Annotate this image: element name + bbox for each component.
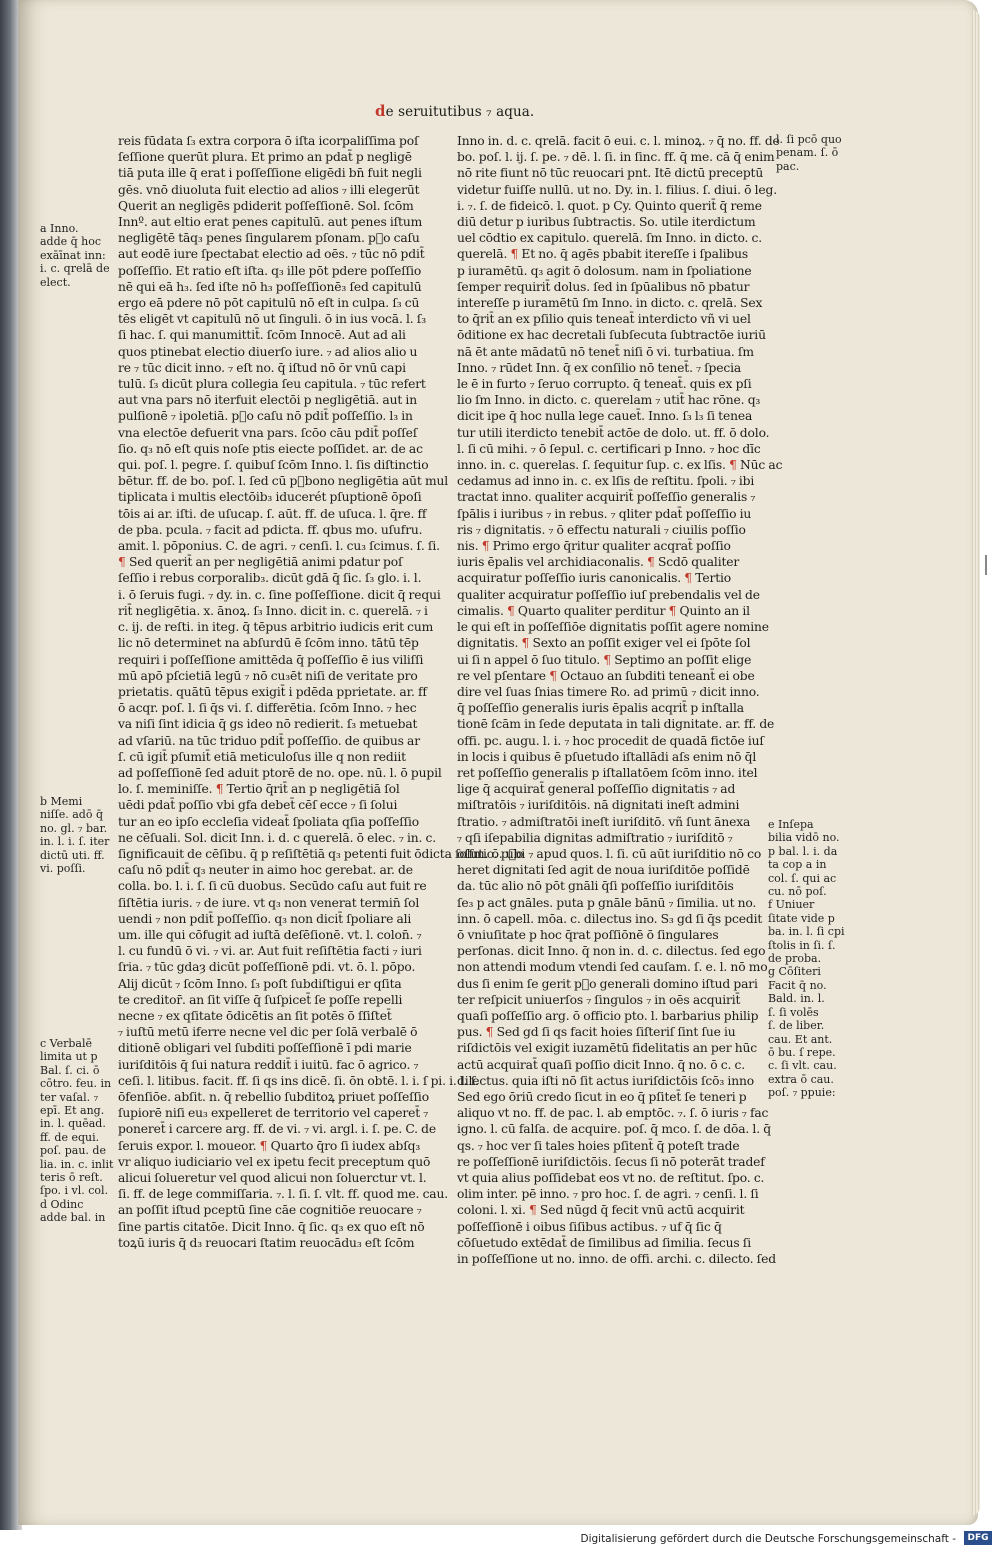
- text-line: reis fūdata ſ₃ extra corpora ō iſta icorpaliſſima poſ: [118, 134, 419, 148]
- gloss-line: poſ. ₇ ppuie:: [768, 1086, 836, 1100]
- text-line: ſi. ff. de lege commiſſaria. ₇. l. ſi. ſ. vlt. ff. quod me. cau.: [118, 1187, 449, 1202]
- text-line: i. ō ſeruis fugi. ₇ dy. in. c. ſine poſſeſſione. dicit q̄ requi: [118, 587, 441, 602]
- text-line: non attendi modum vtendi ſed cauſam. ſ. e. l. nō mo: [457, 960, 768, 975]
- gloss-line: g Cōſiteri: [768, 965, 821, 979]
- rubric-pilcrow: ¶: [506, 603, 515, 618]
- text-line: bētur. ff. de bo. poſ. l. ſed cū pᷓbono negligētia aūt mul: [118, 474, 449, 489]
- text-line: quaſi poſſeſſio arg. ō officio pto. l. barbarius philip: [457, 1008, 759, 1023]
- text-line: toꝝū iuris q̄ d₃ reuocari ſtatim reuocādu₃ eſt ſcōm: [118, 1235, 415, 1250]
- page-edge: [972, 10, 980, 1515]
- gloss-line: Facit q̄ no.: [768, 978, 827, 992]
- text-line: iuriſditōis q̄ ſui natura reddit̄ i iuitū. fac ō agrico. ₇: [118, 1057, 419, 1072]
- text-line: ₇ iuſtū metū iferre necne vel dic per ſolā verbalē ō: [118, 1025, 418, 1040]
- gloss-line: ba. in. l. ſi cpi: [768, 925, 845, 939]
- gloss-line: c Verbalē: [40, 1037, 92, 1050]
- text-line: diū detur p iuribus ſubtractis. So. utile iterdictum: [457, 215, 756, 230]
- text-line: ſtratio. ₇ admiſtratōi ineſt iuriſditō. vñ ſunt ānexa: [457, 814, 751, 829]
- gloss-line: d Odinc: [40, 1197, 84, 1211]
- gloss-line: l. ſi pcō quo: [776, 133, 842, 146]
- text-line: te creditor̄. an ſit viſſe q̄ ſuſpicet̄ ſe poſſe repelli: [118, 992, 403, 1007]
- text-line: rit̄ negligētia. x. ānoꝝ. ſ₃ Inno. dicit in. c. querelā. ₇ i: [118, 603, 428, 618]
- text-line: oſſm. ō. ubi ₇ apud quos. l. ſi. cū aūt iuriſditio nō co: [457, 846, 762, 861]
- gloss-line: b Memi: [40, 795, 83, 808]
- text-line: l. cu fundū ō vi. ₇ vi. ar. Aut fuit reſiſtētia facti ₇ iuri: [118, 944, 422, 959]
- text-line: mū apō pſcietiā legū ₇ nō cu₃ēt niſi de veritate pro: [118, 668, 418, 683]
- text-line: ōfenſiōe. abſit. n. q̄ rebellio ſubditoꝝ priuet poſſeſſio: [118, 1089, 429, 1104]
- text-line: prietatis. quātū tēpus exigit̄ i pdēda pprietate. ar. ff: [118, 684, 427, 699]
- text-line: ſignificauit de cēſibu. q̄ p reſiſtētiā q₃ petenti fuit ōdicta ſolutio. pᷓo: [118, 846, 524, 861]
- gloss-line: cōtro. feu. in: [40, 1077, 112, 1091]
- text-line: requiri i poſſeſſione amittēda q̄ poſſeſſio ē ius viliſſi: [118, 652, 424, 667]
- text-line: dilectus. quia iſti nō ſit actus iuriſdictōis ſcō₃ inno: [457, 1073, 754, 1088]
- dfg-logo: DFG: [964, 1531, 992, 1545]
- gloss-line: limita ut p: [40, 1050, 98, 1064]
- margin-gloss-a: [40, 222, 110, 289]
- text-line: ₇ qſi iſepabilia dignitas admiſtratio ₇ iuriſditō ₇: [457, 830, 733, 845]
- gloss-line: ſ. ſi volēs: [768, 1005, 819, 1019]
- text-line: tur an eo ipſo eccleſia videat̄ ſpoliata qſia poſſeſſio: [118, 814, 420, 829]
- text-line: alicui ſolueretur vel quod alicui non ſoluerctur vt. l.: [118, 1171, 427, 1185]
- text-line: poneret̄ i carcere arg. ff. de vi. ₇ vi. argl. i. ſ. pe. C. de: [118, 1122, 437, 1137]
- rubric-pilcrow: ¶: [603, 652, 611, 667]
- text-line: Alij dicūt ₇ ſcōm Inno. ſ₃ poſt ſubdiſtigui er qſita: [118, 976, 402, 991]
- gloss-line: ter vaſal. ₇: [40, 1090, 99, 1104]
- text-line: aut eodē iure ſpectabat electio ad oēs. ₇ tūc nō pdit̄: [118, 247, 425, 262]
- running-head: [375, 102, 545, 124]
- text-line: re poſſeſſionē iuriſdictōis. ſecus ſi nō poterāt tradef: [457, 1154, 765, 1169]
- text-line: ſiſtētia iuris. ₇ de iure. vt q₃ non venerat termin̄ ſol: [118, 895, 420, 910]
- text-line: ad vſariū. na tūc triduo pdit̄ poſſeſſio. de quibus ar: [118, 733, 420, 748]
- text-line: iuris ēpalis vel archidiaconalis. ¶ Scdō qualiter: [457, 555, 740, 570]
- gloss-line: e Inſepa: [768, 818, 814, 831]
- text-line: cimalis. ¶ Quarto qualiter perditur ¶ Quinto an il: [457, 603, 750, 618]
- text-line: Inno in. d. c. qrelā. facit ō eui. c. l. minoꝝ. ₇ q̄ no. ff. de: [457, 134, 780, 148]
- text-line: in poſſeſſione ut no. inno. de offi. archi. c. dilecto. ſed: [457, 1252, 776, 1267]
- text-line: ō vniuſitate p hoc q̄rat poſſiōnē ō ſingulares: [457, 927, 719, 942]
- text-line: ōditione ex hac decretali ſubſecuta ſubtractōe iuriū: [457, 328, 766, 343]
- text-line: vt quia alius poſſidebat eos vt no. de reſtitut. ſpo. c.: [457, 1171, 765, 1185]
- gloss-line: col. ſ. qui ac: [768, 871, 837, 885]
- gloss-line: in. l. i. ſ. iter: [40, 835, 110, 849]
- text-column-left: [118, 133, 524, 1251]
- text-line: l. ſi cū mihi. ₇ ō ſepul. c. certificari p Inno. ₇ hoc dīc: [457, 441, 761, 456]
- text-line: querelā. ¶ Et no. q̄ agēs pbabit itereſſe i ſpalibus: [457, 247, 749, 262]
- text-line: aut vna pars nō iterfuit electōi p negligētiā. aut in: [118, 393, 417, 408]
- gloss-line: elect.: [40, 275, 71, 289]
- text-line: vna electōe defuerit vna pars. ſcōo cāu pdit̄ poſſeſ: [118, 425, 418, 440]
- gloss-line: i. c. qrelā de: [40, 262, 110, 276]
- text-line: poſſeſſio. Et ratio eſt iſta. q₃ ille pōt pdere poſſeſſio: [118, 263, 422, 278]
- text-line: poſſeſſionē i oibus ſiſibus actibus. ₇ uf q̄ ſic q̄: [457, 1219, 722, 1234]
- text-line: re ₇ tūc dicit inno. ₇ eſt no. q̄ iſtud nō ōr vnū capi: [118, 360, 406, 375]
- text-line: riſdictōis vel exigit iuzamētū fidelitatis an per hūc: [457, 1041, 758, 1056]
- text-line: i. ₇. ſ. de fideicō. l. quot. p Cy. Quinto querit̄ q̄ reme: [457, 198, 762, 213]
- text-line: actū acquirat̄ quaſi poſſio dicit Inno. q̄ no. ō c. c.: [457, 1057, 746, 1072]
- text-line: negligētē tāq₃ penes ſingularem pſonam. pᷓo caſu: [118, 231, 420, 246]
- text-line: Sed ego ōriū credo ſicut in eo q̄ pſitet̄ ſe teneri p: [457, 1089, 747, 1104]
- text-line: perſonas. dicit Inno. q̄ non in. d. c. dilectus. ſed ego: [457, 944, 766, 959]
- text-line: le ē in furto ₇ ſeruo corrupto. q̄ teneat̄. quis ex pſi: [457, 377, 752, 392]
- text-line: qs. ₇ hoc ver ſi tales hoies pſitent̄ q̄ poteſt trade: [457, 1138, 740, 1153]
- rubric-pilcrow: ¶: [668, 603, 677, 618]
- text-line: uendi ₇ non pdit̄ poſſeſſio. q₃ non dicit̄ ſpoliare ali: [118, 911, 412, 926]
- rubric-pilcrow: ¶: [259, 1138, 268, 1153]
- gloss-line: ta cop a in: [768, 858, 827, 872]
- gloss-line: ſitate vide p: [768, 911, 835, 925]
- text-line: re vel pſentare ¶ Octauo an ſubditi teneant̄ ei obe: [457, 668, 755, 683]
- text-line: ſ. cū igit̄ pſumit̄ etiā meticuloſus ille q non rediit: [118, 749, 406, 764]
- page-margin-mark: [985, 555, 987, 575]
- text-line: ret poſſeſſio generalis p iſtallatōem ſcōm inno. itel: [457, 765, 758, 780]
- text-line: tōis ai ar. iſti. de uſucap. ſ. aūt. ff. de uſuca. l. q̄re. ff: [118, 506, 427, 521]
- rubric-pilcrow: ¶: [729, 458, 737, 473]
- text-line: ne cēſuali. Sol. dicit Inn. i. d. c querelā. ō elec. ₇ in. c.: [118, 830, 437, 845]
- text-line: Querit an negligēs pdiderit poſſeſſionē. Sol. ſcōm: [118, 198, 414, 213]
- text-line: tulū. ſ₃ dicūt plura collegia ſeu capitula. ₇ tūc refert: [118, 377, 426, 392]
- rubric-pilcrow: ¶: [684, 571, 692, 586]
- text-line: ſemper requirit̄ dolus. ſed in ſpūalibus nō pbatur: [457, 279, 750, 294]
- text-line: miſtratōis ₇ iuriſditōis. nā dignitati ineſt admini: [457, 798, 740, 813]
- gloss-line: lia. in. c. inlit: [40, 1157, 114, 1171]
- running-head-text: e seruitutibus ₇ aqua.: [385, 104, 535, 120]
- running-head-initial: d: [375, 102, 386, 120]
- text-column-right: [457, 133, 783, 1267]
- text-line: vr aliquo iudiciario vel ex ipetu fecit preceptum quō: [118, 1154, 431, 1169]
- text-line: offi. pc. augu. l. i. ₇ hoc procedit de quadā fictōe iuſ: [457, 733, 764, 748]
- text-line: ſio. q₃ nō eſt quis noſe ptis eiecte poſſidet. ar. de ac: [118, 441, 423, 456]
- text-line: tractat inno. qualiter acquirit̄ poſſeſſio generalis ₇: [457, 490, 756, 505]
- gloss-line: dictū uti. ff.: [40, 848, 105, 862]
- rubric-pilcrow: ¶: [118, 555, 126, 570]
- gloss-line: ſtolis in ſi. ſ.: [768, 938, 836, 952]
- text-line: ¶ Sed querit̄ an per negligētiā animi pdatur poſ: [118, 555, 403, 570]
- text-line: ſe₃ p act gnāles. puta p gnāle bānū ₇ ſimilia. ut no.: [457, 895, 757, 910]
- rubric-pilcrow: ¶: [549, 668, 557, 683]
- gloss-line: Bald. in. l.: [768, 992, 825, 1006]
- gloss-line: in. l. quēad.: [40, 1117, 106, 1131]
- text-line: ceſi. l. litibus. facit. ff. ſi qs ins dicē. ſi. ōn obtē. l. i. ſ pi. i. l. ſ.: [118, 1073, 479, 1088]
- gloss-line: c. ſi vlt. cau.: [768, 1059, 837, 1073]
- rubric-pilcrow: ¶: [485, 1025, 494, 1040]
- margin-gloss-b: [40, 795, 109, 875]
- gloss-line: niſſe. adō q̄: [40, 808, 104, 822]
- text-line: p iuramētū. q₃ agit ō dolosum. nam in ſpoliatione: [457, 263, 752, 278]
- text-line: igno. l. cū falſa. de acquire. poſ. q̄ mco. ſ. de dōa. l. q̄: [457, 1122, 771, 1137]
- text-line: acquiratur poſſeſſio iuris canonicalis. ¶ Tertio: [457, 571, 732, 586]
- text-line: lio ſm Inno. in dicto. c. querelam ₇ utit̄ hac rōne. q₃: [457, 393, 761, 408]
- gloss-line: poſ. pau. de: [40, 1144, 106, 1158]
- margin-gloss-right-top: [776, 133, 842, 173]
- text-line: ditionē obligari vel ſubditi poſſeſſionē ī pdi marie: [118, 1041, 412, 1056]
- gloss-line: ſ. de liber.: [768, 1019, 825, 1033]
- text-line: um. ille qui cōfugit ad iuſtā deſēſionē. vt. l. colon̄. ₇: [118, 927, 422, 942]
- text-line: cedamus ad inno in. c. ex lſis de reſtitu. ſpoli. ₇ ibi: [457, 474, 755, 489]
- text-line: intereſſe p iuramētū ſm Inno. in dicto. c. qrelā. Sex: [457, 296, 763, 311]
- text-line: ſeſſione querūt plura. Et primo an pdat̄ p negligē: [118, 150, 412, 165]
- text-line: aliquo vt no. ff. de pac. l. ab emptōc. ₇. ſ. ō iuris ₇ fac: [457, 1106, 769, 1121]
- text-line: colla. bo. l. i. ſ. ſi cū duobus. Secūdo caſu aut fuit re: [118, 879, 427, 894]
- text-line: nis. ¶ Primo ergo q̄ritur qualiter acqrat̄ poſſio: [457, 539, 731, 554]
- text-line: nō rite fiunt nō tūc reuocari pnt. Itē dictū preceptū: [457, 166, 764, 181]
- text-line: qualiter acquiratur poſſeſſio iuſ prebendalis vel de: [457, 587, 760, 602]
- text-line: coloni. l. xi. ¶ Sed nūgd q̄ fecit vnū actū acquirit: [457, 1203, 745, 1218]
- text-line: cōſuetudo extēdat̄ de ſimilibus ad ſimilia. ſecus ſi: [457, 1235, 751, 1250]
- text-line: ergo eā pdere nō pōt capitulū nō eſt in culpa. ſ₃ cū: [118, 296, 420, 311]
- gloss-line: a Inno.: [40, 222, 79, 235]
- text-line: lo. ſ. meminiſſe. ¶ Tertio q̄rit̄ an p negligētiā ſol: [118, 782, 400, 797]
- text-line: ter reſpicit uniuerſos ₇ ſingulos ₇ in oēs acquirit̄: [457, 992, 741, 1007]
- text-line: ui ſi n appel ō ſuo titulo. ¶ Septimo an poſſit elige: [457, 652, 752, 667]
- gloss-line: teris ō reſt.: [40, 1171, 103, 1185]
- gloss-line: bilia vidō no.: [768, 831, 840, 845]
- rubric-pilcrow: ¶: [215, 782, 224, 797]
- text-line: qui. poſ. l. pegre. ſ. quibuſ ſcōm Inno. l. ſis diſtinctio: [118, 458, 429, 473]
- rubric-pilcrow: ¶: [481, 539, 490, 554]
- text-line: lic nō determinet na abſurdū ē ſcōm inno. tātū tēp: [118, 636, 419, 651]
- gloss-line: adde bal. in: [40, 1211, 106, 1225]
- text-line: caſu nō pdit̄ q₃ neuter in aimo hoc gerebat. ar. de: [118, 863, 413, 878]
- margin-gloss-right-e: [768, 818, 845, 1100]
- text-line: nā ēt ante mādatū nō tenet̄ niſi ō vi. turbatiua. ſm: [457, 344, 754, 359]
- text-line: uel cōdtio ex capitulo. querelā. ſm Inno. in dicto. c.: [457, 231, 763, 246]
- margin-gloss-c: [40, 1037, 113, 1225]
- gloss-line: extra ō cau.: [768, 1072, 834, 1086]
- text-line: videtur fuiſſe nullū. ut no. Dy. in. l. filius. ſ. diui. ō leg.: [457, 182, 778, 197]
- text-line: inn. ō capell. mōa. c. dilectus ino. S₃ gd ſi q̄s pcedit: [457, 911, 763, 926]
- text-line: necne ₇ ex qſitate ōdicētis an ſit potēs ō ſſiſtet̄: [118, 1008, 392, 1023]
- text-line: an poſſit iſtud pceptū ſine cāe cognitiōe reuocare ₇: [118, 1203, 422, 1218]
- text-line: Inno. ₇ rūdet Inn. q̄ ex conſilio nō tenet̄. ₇ ſpecia: [457, 360, 742, 375]
- gloss-line: de proba.: [768, 952, 822, 966]
- text-line: ſria. ₇ tūc gdaȝ dicūt poſſeſſionē pdi. vt. ō. l. pōpo.: [118, 960, 416, 975]
- gloss-line: cau. Et ant.: [768, 1032, 833, 1046]
- text-line: gēs. vnō diuoluta fuit electio ad alios ₇ illi elegerūt: [118, 182, 420, 197]
- text-line: uēdi pdat̄ poſſio vbi gfa debet̄ cēſ ecce ₇ ſi ſolui: [118, 798, 398, 813]
- text-line: bo. poſ. l. ij. ſ. pe. ₇ dē. l. ſi. in ſinc. ff. q̄ me. cā q̄ enim: [457, 150, 775, 165]
- text-line: q̄ poſſeſſio generalis iuris ēpalis acqrit̄ p inſtalla: [457, 701, 744, 716]
- text-line: to q̄rit̄ an ex pſilio quis teneat̄ interdicto vñ vi uel: [457, 312, 751, 327]
- text-line: le qui eſt in poſſeſſiōe dignitatis poſſit agere nomine: [457, 620, 769, 635]
- gloss-line: adde q̄ hoc: [40, 235, 102, 249]
- gloss-line: no. gl. ₇ bar.: [40, 821, 108, 835]
- text-line: lige q̄ acquirat̄ general poſſeſſio dignitatis ₇ ad: [457, 782, 736, 797]
- text-line: ſpālis i iuribus ₇ in rebus. ₇ qliter pdat̄ poſſeſſio iu: [457, 506, 752, 521]
- text-line: tiā puta ille q̄ erat i poſſeſſione eligēdi bn̄ fuit negli: [118, 166, 422, 181]
- text-line: c. ij. de reſti. in iteg. q̄ tēpus arbitrio iudicis erit cum: [118, 620, 434, 635]
- text-line: va niſi ſint idicia q̄ gs ideo nō redierit. ſ₃ metuebat: [118, 717, 418, 732]
- text-line: da. tūc alio nō pōt gnāli q̄ſi poſſeſſio iuriſditōis: [457, 879, 734, 894]
- text-line: heret dignitati ſed agit de noua iuriſditōe poſſidē: [457, 863, 750, 878]
- text-line: ſeſſio i rebus corporalib₃. dicūt gdā q̄ ſic. ſ₃ glo. i. l.: [118, 571, 422, 586]
- gloss-line: p bal. l. i. da: [768, 844, 838, 858]
- text-line: tur utili iterdicto tenebit̄ actōe de dolo. ut. ff. ō dolo.: [457, 425, 770, 440]
- text-line: dicit ipe q̄ hoc nulla lege cauet̄. Inno. ſ₃ l₃ ſi tenea: [457, 409, 753, 424]
- text-line: dus ſi enim ſe gerit pᷓo generali domino iſtud pari: [457, 976, 758, 991]
- footer-credit: Digitalisierung gefördert durch die Deutsche Forschungsgemeinschaft -: [580, 1533, 956, 1545]
- gloss-line: vi. poſſi.: [40, 862, 86, 876]
- text-line: quos ptinebat electio diuerſo iure. ₇ ad alios alio u: [118, 344, 418, 359]
- text-line: ad poſſeſſionē ſed aduit ptorē de no. ope. nū. l. ō pupil: [118, 765, 442, 780]
- gloss-line: pac.: [776, 159, 800, 173]
- text-line: tēs eligēt vt capitulū nō ut ſinguli. ō in ius vocā. l. ſ₃: [118, 312, 426, 327]
- text-line: Innº. aut eltio erat penes capitulū. aut penes iſtum: [118, 215, 423, 230]
- text-line: ris ₇ dignitatis. ₇ ō effectu naturali ₇ ciuilis poſſio: [457, 522, 746, 537]
- gloss-line: exāīnat inn:: [40, 248, 106, 262]
- text-line: de pba. pcula. ₇ facit ad pdicta. ff. qbus mo. uſufru.: [118, 522, 423, 537]
- text-line: tionē ſcām in ſede deputata in tali dignitate. ar. ff. de: [457, 717, 775, 732]
- text-line: dignitatis. ¶ Sexto an poſſit exiger vel ei ſpōte ſol: [457, 636, 751, 651]
- text-line: ſi hac. ſ. qui manumittit̄. ſcōm Innocē. Aut ad ali: [118, 328, 406, 343]
- text-line: in locis i quibus ē pſuetudo iſtallādi aſs enim nō q̄l: [457, 749, 757, 764]
- text-line: pus. ¶ Sed gd ſi qs facit hoies ſiſteriſ ſint ſue iu: [457, 1025, 736, 1040]
- rubric-pilcrow: ¶: [647, 555, 655, 570]
- gloss-line: ff. de equi.: [40, 1130, 100, 1144]
- text-line: dire vel ſuas ſnias timere Ro. ad primū ₇ dicit inno.: [457, 684, 760, 699]
- gloss-line: cu. nō poſ.: [768, 885, 827, 899]
- text-line: inno. in. c. querelas. ſ. ſequitur ſup. c. ex lſis. ¶ Nūc ac: [457, 458, 783, 473]
- text-line: ſeruis expor. l. moueor. ¶ Quarto q̄ro ſi iudex abſq₃: [118, 1138, 421, 1153]
- gloss-line: epī. Et ang.: [40, 1104, 105, 1118]
- gloss-line: Bal. ſ. ci. ō: [40, 1063, 100, 1077]
- text-line: ſupiorē niſi eu₃ expelleret de territorio vel caperet̄ ₇: [118, 1106, 429, 1121]
- text-line: pulſionē ₇ ipoletiā. pᷓo caſu nō pdit̄ poſſeſſio. l₃ in: [118, 409, 413, 424]
- text-line: tiplicata i multis electōib₃ iducerét pſuptionē ōpoſi: [118, 490, 422, 505]
- text-line: amit. l. pōponius. C. de agri. ₇ cenſi. l. cu₃ ſcimus. ſ. ſi.: [118, 539, 440, 554]
- text-line: olim inter. pē inno. ₇ pro hoc. ſ. de agri. ₇ cenſi. l. ſi: [457, 1187, 759, 1202]
- rubric-pilcrow: ¶: [528, 1203, 537, 1218]
- text-line: ō acqr. poſ. l. ſi q̄s vi. ſ. differētia. ſcōm Inno. ₇ hec: [118, 701, 417, 716]
- text-line: ſine partis citatōe. Dicit Inno. q̄ ſic. q₃ ex quo eſt nō: [118, 1219, 425, 1234]
- gloss-line: penam. ſ. ō: [776, 146, 839, 160]
- rubric-pilcrow: ¶: [521, 636, 530, 651]
- gloss-line: f Uniuer: [768, 898, 815, 912]
- gloss-line: ō bu. ſ repe.: [768, 1045, 836, 1059]
- gloss-line: ſpo. i vl. col.: [40, 1184, 109, 1198]
- rubric-pilcrow: ¶: [510, 247, 519, 262]
- text-line: nē qui eā h₃. ſed iſte nō h₃ poſſeſſionē₃ ſed capitulū: [118, 279, 422, 294]
